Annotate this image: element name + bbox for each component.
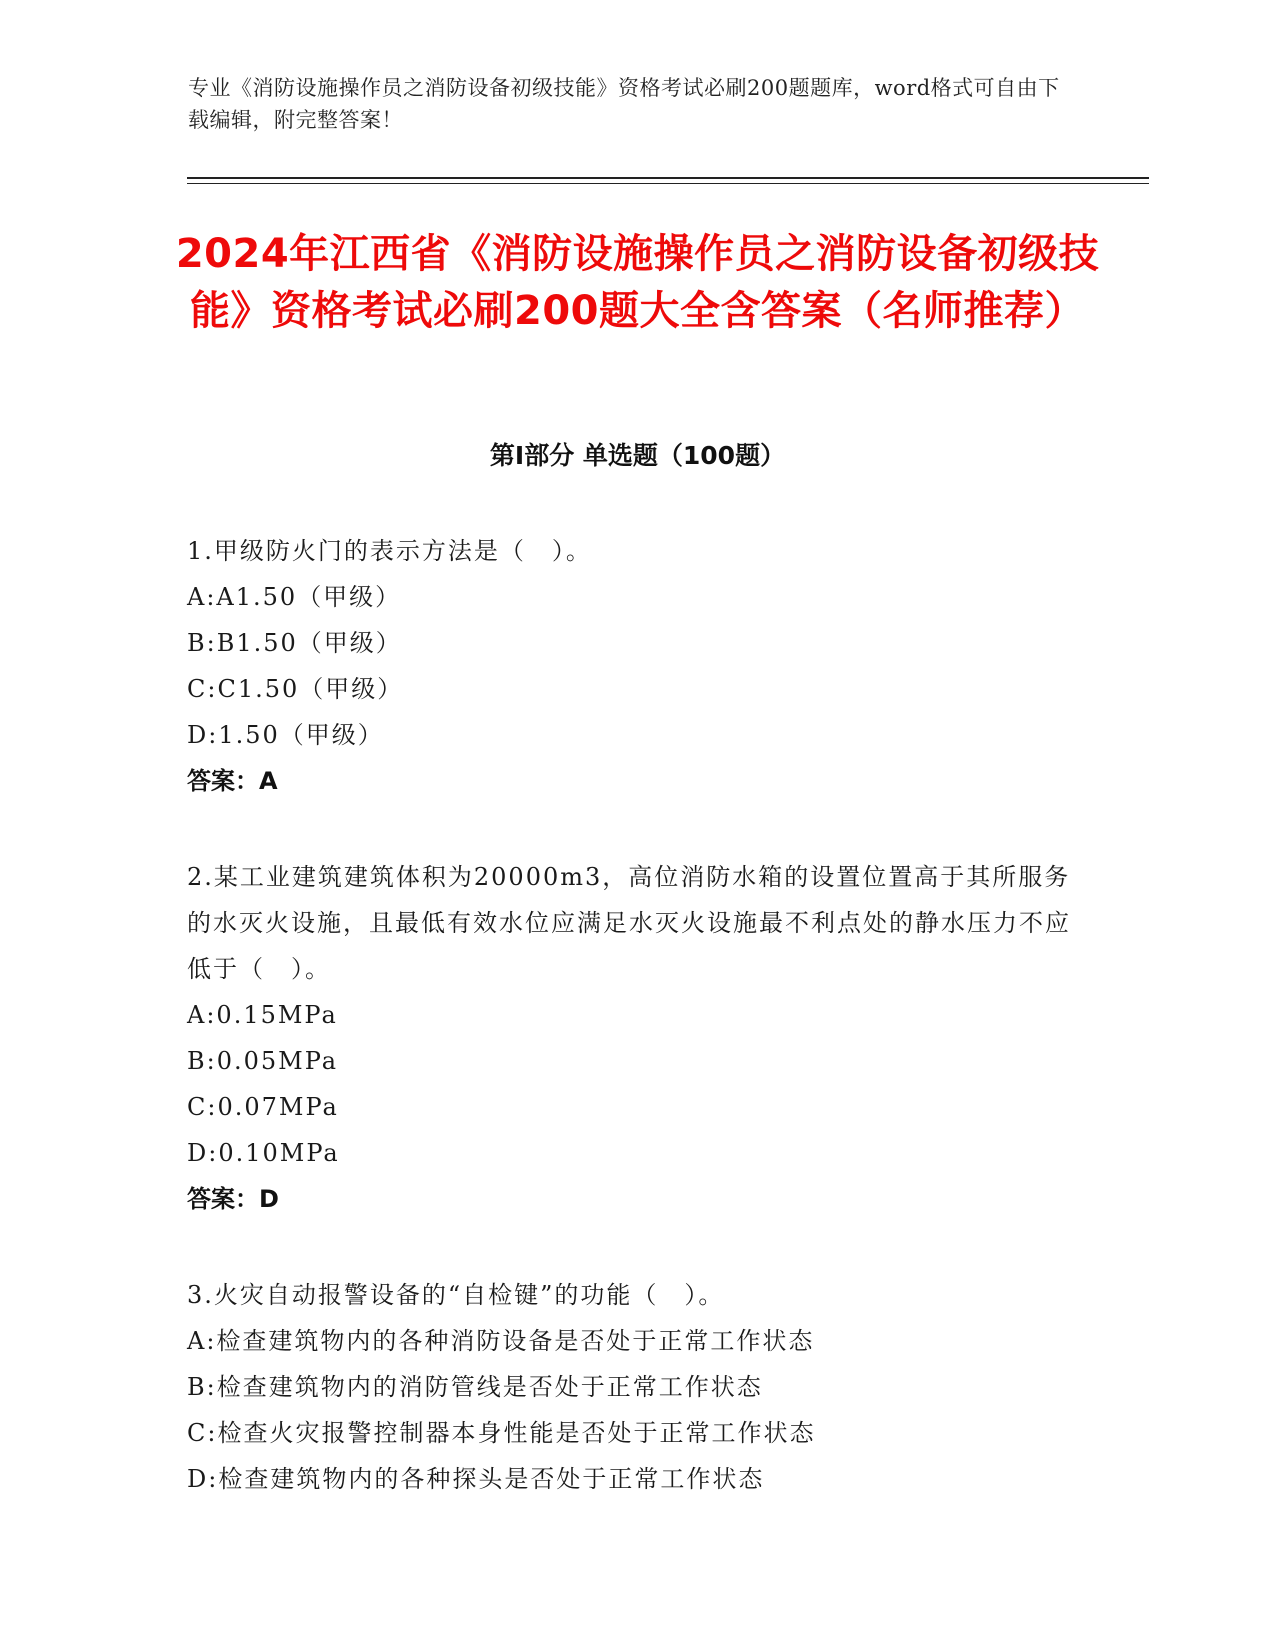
question-stem: 3.火灾自动报警设备的“自检键”的功能（ ）。	[187, 1281, 725, 1309]
header-rule-thin	[187, 183, 1149, 184]
option-a: A:A1.50（甲级）	[187, 583, 402, 611]
document-title: 2024年江西省《消防设施操作员之消防设备初级技能》资格考试必刷200题大全含答案（名师推荐）	[175, 231, 1100, 334]
option-a: A:0.15MPa	[187, 1001, 338, 1029]
question-stem: 1.甲级防火门的表示方法是（ ）。	[187, 537, 592, 565]
option-a: A:检查建筑物内的各种消防设备是否处于正常工作状态	[187, 1327, 815, 1355]
question-3	[187, 1272, 1087, 1502]
option-b: B:B1.50（甲级）	[187, 629, 402, 657]
answer-line: 答案：D	[187, 1185, 279, 1213]
option-c: C:检查火灾报警控制器本身性能是否处于正常工作状态	[187, 1419, 816, 1447]
option-d: D:1.50（甲级）	[187, 721, 384, 749]
question-1	[187, 528, 1087, 804]
option-c: C:C1.50（甲级）	[187, 675, 404, 703]
option-d: D:检查建筑物内的各种探头是否处于正常工作状态	[187, 1465, 765, 1493]
question-2	[187, 854, 1087, 1222]
header-rule-thick	[187, 177, 1149, 179]
option-c: C:0.07MPa	[187, 1093, 339, 1121]
question-stem: 2.某工业建筑建筑体积为20000m3，高位消防水箱的设置位置高于其所服务的水灭火设施，且最低有效水位应满足水灭火设施最不利点处的静水压力不应低于（ ）。	[187, 863, 1071, 983]
answer-line: 答案：A	[187, 767, 278, 795]
option-d: D:0.10MPa	[187, 1139, 340, 1167]
option-b: B:检查建筑物内的消防管线是否处于正常工作状态	[187, 1373, 763, 1401]
section-heading: 第I部分 单选题（100题）	[489, 441, 786, 470]
header-note: 专业《消防设施操作员之消防设备初级技能》资格考试必刷200题题库，word格式可自由下载编辑，附完整答案！	[188, 76, 1060, 132]
option-b: B:0.05MPa	[187, 1047, 339, 1075]
question-list	[187, 528, 1087, 1552]
